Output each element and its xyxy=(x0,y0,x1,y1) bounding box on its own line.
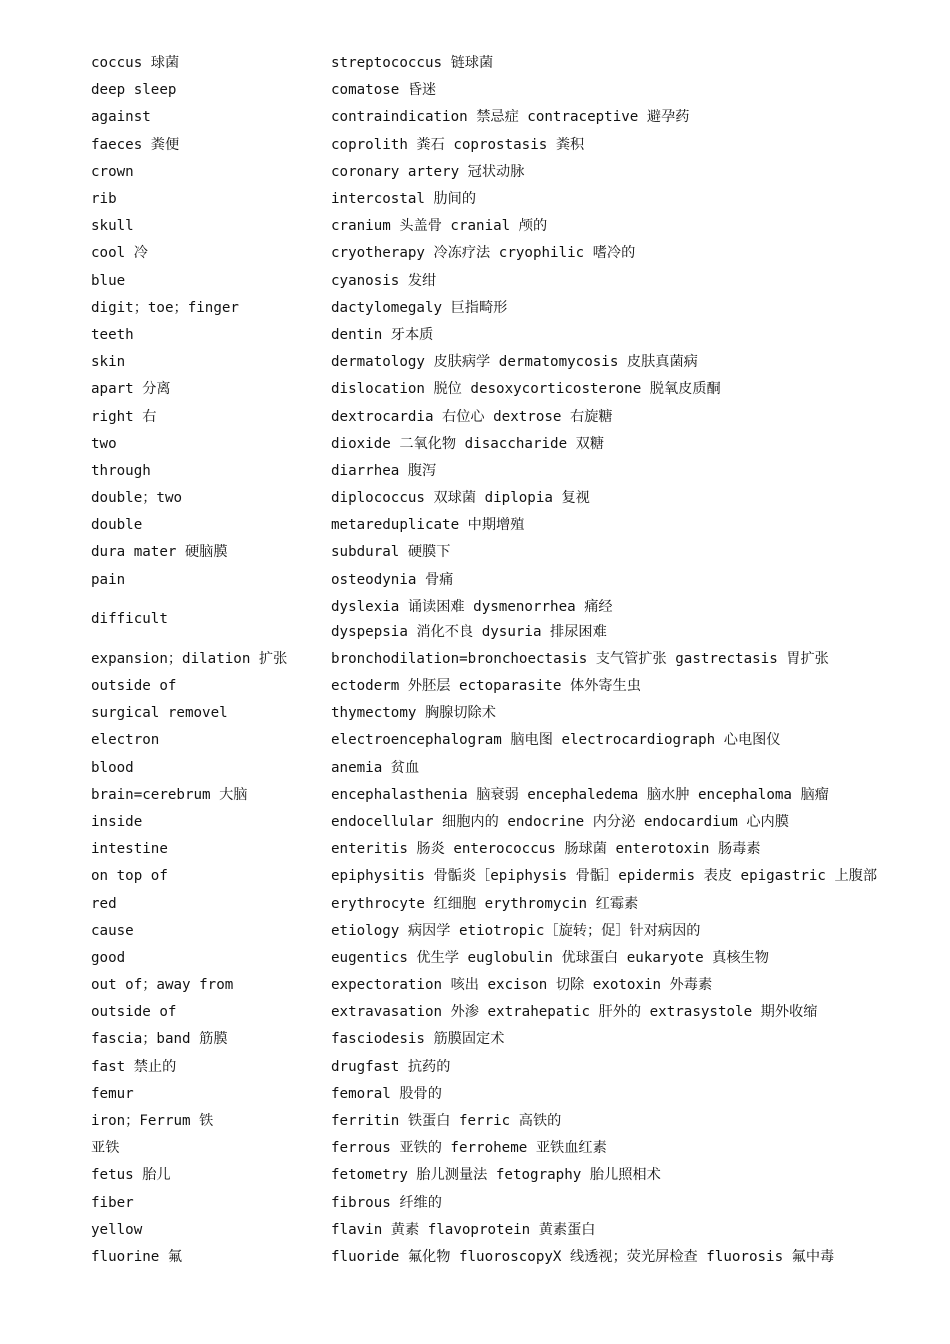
term-examples xyxy=(331,105,911,130)
example-line: dyslexia 诵读困难 dysmenorrhea 痛经 xyxy=(331,598,613,615)
term-meaning: difficult xyxy=(91,611,168,628)
example-line: endocellular 细胞内的 endocrine 内分泌 endocardium 心内膜 xyxy=(331,813,789,830)
glossary-row xyxy=(91,322,911,349)
term-examples xyxy=(331,756,911,781)
glossary-row xyxy=(91,268,911,295)
example-line: ferrous 亚铁的 ferroheme 亚铁血红素 xyxy=(331,1140,607,1157)
example-line: dislocation 脱位 desoxycorticosterone 脱氧皮质酮 xyxy=(331,381,721,398)
example-line: etiology 病因学 etiotropic［旋转；促］针对病因的 xyxy=(331,922,701,939)
term-meaning: outside of xyxy=(91,678,177,695)
example-line: subdural 硬膜下 xyxy=(331,544,451,561)
term-examples xyxy=(331,296,911,321)
glossary-row xyxy=(91,539,911,566)
term-examples xyxy=(331,78,911,103)
term-examples xyxy=(331,269,911,294)
glossary-row xyxy=(91,727,911,754)
glossary-row xyxy=(91,1162,911,1189)
glossary-row xyxy=(91,1190,911,1217)
term-meaning: crown xyxy=(91,163,134,180)
example-line: fibrous 纤维的 xyxy=(331,1194,442,1211)
term-meaning: femur xyxy=(91,1085,134,1102)
example-line: extravasation 外渗 extrahepatic 肝外的 extrasystole 期外收缩 xyxy=(331,1004,818,1021)
example-line: anemia 贫血 xyxy=(331,759,420,776)
example-line: flavin 黄素 flavoprotein 黄素蛋白 xyxy=(331,1221,596,1238)
example-line: dioxide 二氧化物 disaccharide 双糖 xyxy=(331,435,605,452)
term-meaning: fetus 胎儿 xyxy=(91,1167,171,1184)
glossary-row xyxy=(91,376,911,403)
term-meaning: inside xyxy=(91,813,143,830)
term-examples xyxy=(331,810,911,835)
term-meaning: fascia；band 筋膜 xyxy=(91,1031,228,1048)
glossary-row xyxy=(91,999,911,1026)
term-examples xyxy=(331,864,911,889)
glossary-row xyxy=(91,755,911,782)
glossary-row xyxy=(91,646,911,673)
term-meaning: intestine xyxy=(91,841,168,858)
glossary-row xyxy=(91,186,911,213)
term-meaning: double；two xyxy=(91,490,183,507)
term-examples xyxy=(331,1218,911,1243)
term-examples xyxy=(331,946,911,971)
example-line: fluoride 氟化物 fluoroscopyX 线透视；荧光屏检查 fluorosis 氟中毒 xyxy=(331,1248,835,1265)
term-examples xyxy=(331,783,911,808)
term-meaning: expansion；dilation 扩张 xyxy=(91,650,288,667)
glossary-row xyxy=(91,349,911,376)
term-examples xyxy=(331,350,911,375)
term-meaning: blood xyxy=(91,759,134,776)
glossary-row xyxy=(91,1135,911,1162)
term-meaning: cause xyxy=(91,922,134,939)
term-examples xyxy=(331,1000,911,1025)
example-line: dyspepsia 消化不良 dysuria 排尿困难 xyxy=(331,623,607,640)
term-examples xyxy=(331,1191,911,1216)
glossary-row xyxy=(91,240,911,267)
example-line: dermatology 皮肤病学 dermatomycosis 皮肤真菌病 xyxy=(331,354,698,371)
term-examples xyxy=(331,432,911,457)
example-line: ectoderm 外胚层 ectoparasite 体外寄生虫 xyxy=(331,678,641,695)
example-line: contraindication 禁忌症 contraceptive 避孕药 xyxy=(331,109,690,126)
term-examples xyxy=(331,160,911,185)
term-examples xyxy=(331,187,911,212)
example-line: erythrocyte 红细胞 erythromycin 红霉素 xyxy=(331,895,639,912)
term-meaning: 亚铁 xyxy=(91,1140,120,1157)
glossary-row xyxy=(91,700,911,727)
glossary-row xyxy=(91,1081,911,1108)
term-meaning: pain xyxy=(91,571,126,588)
term-meaning: yellow xyxy=(91,1221,143,1238)
term-meaning: rib xyxy=(91,191,117,208)
term-meaning: skin xyxy=(91,354,126,371)
term-meaning: teeth xyxy=(91,326,134,343)
term-meaning: right 右 xyxy=(91,408,157,425)
example-line: dactylomegaly 巨指畸形 xyxy=(331,299,508,316)
term-meaning: fluorine 氟 xyxy=(91,1248,183,1265)
term-examples xyxy=(331,323,911,348)
glossary-row xyxy=(91,1244,911,1271)
term-examples xyxy=(331,540,911,565)
term-examples xyxy=(331,1109,911,1134)
example-line: cranium 头盖骨 cranial 颅的 xyxy=(331,218,548,235)
example-line: eugentics 优生学 euglobulin 优球蛋白 eukaryote 真核生物 xyxy=(331,949,769,966)
term-examples xyxy=(331,892,911,917)
example-line: dentin 牙本质 xyxy=(331,326,434,343)
example-line: encephalasthenia 脑衰弱 encephaledema 脑水肿 encephaloma 脑瘤 xyxy=(331,786,829,803)
glossary-row xyxy=(91,403,911,430)
term-meaning: good xyxy=(91,949,126,966)
term-meaning: cool 冷 xyxy=(91,245,148,262)
glossary-row xyxy=(91,809,911,836)
term-examples xyxy=(331,837,911,862)
term-examples xyxy=(331,701,911,726)
term-examples xyxy=(331,919,911,944)
glossary-row xyxy=(91,945,911,972)
term-examples xyxy=(331,1245,911,1270)
glossary-row xyxy=(91,836,911,863)
glossary-row xyxy=(91,890,911,917)
term-examples xyxy=(331,1055,911,1080)
glossary-row xyxy=(91,458,911,485)
example-line: fasciodesis 筋膜固定术 xyxy=(331,1031,505,1048)
term-examples xyxy=(331,405,911,430)
example-line: comatose 昏迷 xyxy=(331,82,437,99)
glossary-row xyxy=(91,485,911,512)
example-line: bronchodilation=bronchoectasis 支气管扩张 gastrectasis 胃扩张 xyxy=(331,650,829,667)
term-meaning: against xyxy=(91,109,151,126)
example-line: diarrhea 腹泻 xyxy=(331,462,437,479)
example-line: enteritis 肠炎 enterococcus 肠球菌 enterotoxin 肠毒素 xyxy=(331,841,761,858)
glossary-row xyxy=(91,673,911,700)
example-line: femoral 股骨的 xyxy=(331,1085,442,1102)
glossary-row xyxy=(91,1026,911,1053)
term-examples xyxy=(331,674,911,699)
term-meaning: surgical removel xyxy=(91,705,228,722)
term-examples xyxy=(331,133,911,158)
glossary-row xyxy=(91,132,911,159)
term-examples xyxy=(331,513,911,538)
term-examples xyxy=(331,1136,911,1161)
example-line: ferritin 铁蛋白 ferric 高铁的 xyxy=(331,1113,562,1130)
glossary-row xyxy=(91,512,911,539)
term-examples xyxy=(331,647,911,672)
term-meaning: double xyxy=(91,517,143,534)
glossary-row xyxy=(91,782,911,809)
example-line: drugfast 抗药的 xyxy=(331,1058,451,1075)
term-meaning: faeces 粪便 xyxy=(91,136,180,153)
term-meaning: out of；away from xyxy=(91,977,234,994)
term-meaning: deep sleep xyxy=(91,82,177,99)
term-examples xyxy=(331,377,911,402)
term-meaning: coccus 球菌 xyxy=(91,55,180,72)
example-line: expectoration 咳出 excison 切除 exotoxin 外毒素 xyxy=(331,977,713,994)
term-examples xyxy=(331,973,911,998)
term-meaning: skull xyxy=(91,218,134,235)
term-meaning: digit；toe；finger xyxy=(91,299,239,316)
glossary-row xyxy=(91,1217,911,1244)
term-meaning: electron xyxy=(91,732,160,749)
example-line: fetometry 胎儿测量法 fetography 胎儿照相术 xyxy=(331,1167,661,1184)
term-meaning: fast 禁止的 xyxy=(91,1058,177,1075)
term-examples xyxy=(331,51,911,76)
term-meaning: fiber xyxy=(91,1194,134,1211)
term-meaning: red xyxy=(91,895,117,912)
term-examples xyxy=(331,568,911,593)
example-line: epiphysitis 骨骺炎［epiphysis 骨骺］epidermis 表皮 epigastric 上腹部 xyxy=(331,868,878,885)
glossary-row xyxy=(91,159,911,186)
example-line: osteodynia 骨痛 xyxy=(331,571,454,588)
term-examples xyxy=(331,728,911,753)
term-examples xyxy=(331,214,911,239)
term-meaning: iron；Ferrum 铁 xyxy=(91,1113,214,1130)
example-line: thymectomy 胸腺切除术 xyxy=(331,705,496,722)
glossary-row xyxy=(91,295,911,322)
glossary-row xyxy=(91,972,911,999)
term-examples xyxy=(331,595,911,645)
glossary-row xyxy=(91,1054,911,1081)
example-line: coronary artery 冠状动脉 xyxy=(331,163,525,180)
term-meaning: apart 分离 xyxy=(91,381,171,398)
term-examples xyxy=(331,459,911,484)
term-examples xyxy=(331,241,911,266)
glossary-row xyxy=(91,104,911,131)
term-examples xyxy=(331,1082,911,1107)
term-meaning: outside of xyxy=(91,1004,177,1021)
term-examples xyxy=(331,1163,911,1188)
example-line: coprolith 粪石 coprostasis 粪积 xyxy=(331,136,585,153)
glossary-row xyxy=(91,863,911,890)
example-line: electroencephalogram 脑电图 electrocardiograph 心电图仪 xyxy=(331,732,781,749)
glossary-row xyxy=(91,918,911,945)
glossary-row xyxy=(91,77,911,104)
glossary-row xyxy=(91,50,911,77)
term-meaning: brain=cerebrum 大脑 xyxy=(91,786,248,803)
glossary-row xyxy=(91,431,911,458)
glossary-row xyxy=(91,213,911,240)
example-line: streptococcus 链球菌 xyxy=(331,55,494,72)
term-meaning: dura mater 硬脑膜 xyxy=(91,544,228,561)
example-line: cyanosis 发绀 xyxy=(331,272,437,289)
example-line: dextrocardia 右位心 dextrose 右旋糖 xyxy=(331,408,613,425)
term-examples xyxy=(331,486,911,511)
term-meaning: blue xyxy=(91,272,126,289)
example-line: metareduplicate 中期增殖 xyxy=(331,517,525,534)
example-line: cryotherapy 冷冻疗法 cryophilic 嗜冷的 xyxy=(331,245,636,262)
example-line: intercostal 肋间的 xyxy=(331,191,477,208)
term-meaning: through xyxy=(91,462,151,479)
term-meaning: two xyxy=(91,435,117,452)
glossary-row xyxy=(91,1108,911,1135)
term-examples xyxy=(331,1027,911,1052)
glossary-row xyxy=(91,594,911,646)
term-meaning: on top of xyxy=(91,868,168,885)
glossary-table xyxy=(91,50,911,1271)
glossary-row xyxy=(91,567,911,594)
example-line: diplococcus 双球菌 diplopia 复视 xyxy=(331,490,590,507)
